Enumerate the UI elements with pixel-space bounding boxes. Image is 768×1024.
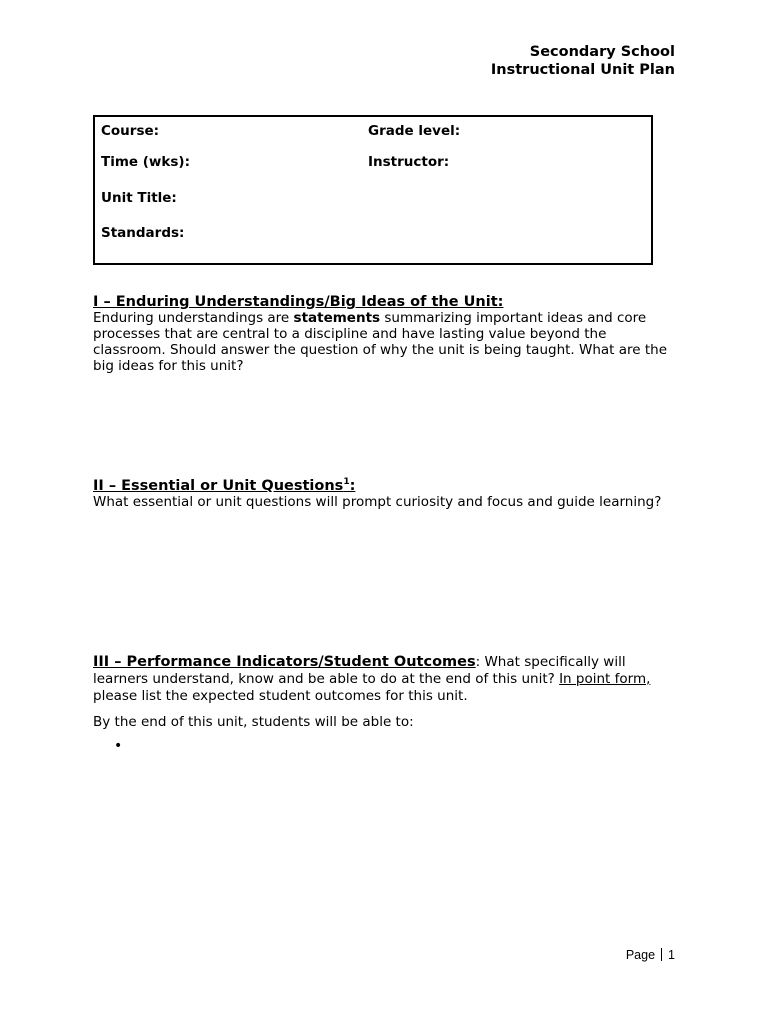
footnote-marker: 1 (343, 477, 350, 487)
section-1-text-b: summarizing important ideas and core processes that are central to a discipline and have lasting value beyond the classroom. Should answer the question of why the unit is being taught. What are the big ideas for this unit? (93, 310, 668, 374)
header-line-2: Instructional Unit Plan (490, 62, 675, 78)
document-header (491, 43, 675, 79)
time-label: Time (wks): (101, 154, 190, 170)
section-1-text-bold: statements (293, 310, 381, 326)
outcome-bullet: • (114, 738, 123, 754)
section-3-title: III – Performance Indicators/Student Outcomes (93, 654, 476, 670)
section-2-title-colon: : (349, 477, 356, 494)
section-3-intro (93, 654, 678, 705)
section-essential-questions (93, 474, 678, 510)
section-performance-indicators (93, 654, 678, 731)
unit-title-label: Unit Title: (101, 190, 177, 206)
page-number: 1 (668, 948, 675, 962)
section-3-text-underlined: In point form, (559, 671, 651, 687)
section-3-text-a: : What specifically will learners understand, know and be able to do at the end of this unit? (93, 654, 626, 687)
header-line-1: Secondary School (529, 44, 675, 60)
course-label: Course: (101, 123, 160, 139)
instructor-label: Instructor: (368, 154, 450, 170)
grade-level-label: Grade level: (368, 123, 461, 139)
footer-separator (661, 948, 662, 961)
unit-info-box (93, 115, 653, 265)
section-2-title-text: II – Essential or Unit Questions (93, 477, 344, 494)
section-3-text-b: please list the expected student outcomes for this unit. (93, 688, 468, 704)
page-footer (626, 948, 675, 962)
section-1-title: I – Enduring Understandings/Big Ideas of the Unit: (93, 294, 504, 310)
section-2-text: What essential or unit questions will prompt curiosity and focus and guide learning? (93, 493, 662, 510)
section-3-by-end: By the end of this unit, students will be able to: (93, 714, 414, 730)
page-label: Page (625, 948, 656, 962)
section-1-text (93, 310, 678, 374)
standards-label: Standards: (101, 225, 185, 241)
section-1-text-a: Enduring understandings are (93, 310, 294, 326)
section-enduring-understandings (93, 294, 678, 374)
section-2-title (93, 474, 678, 494)
